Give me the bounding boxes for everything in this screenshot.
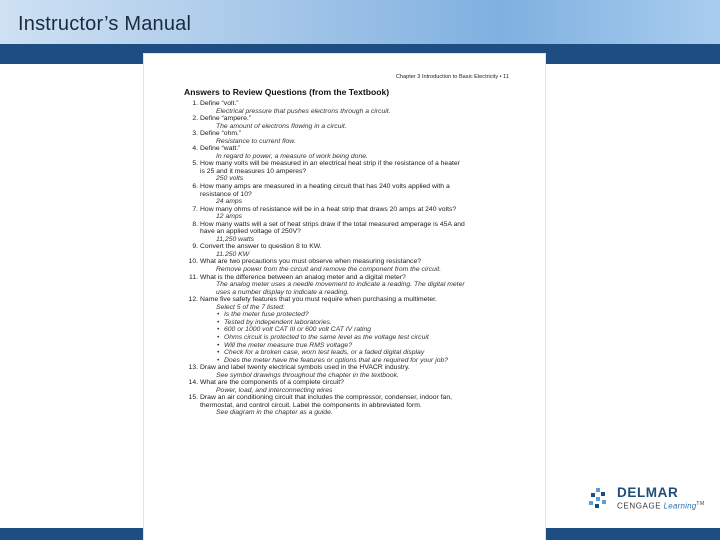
header-banner [0,0,720,44]
answer-text: See diagram in the chapter as a guide. [216,409,333,417]
question-line [184,115,514,123]
logo-sub: CENGAGE Learning™ [617,501,705,511]
document-page [144,54,545,540]
question-text: How many ohms of resistance will be in a heat strip that draws 20 amps at 240 volts? [200,205,457,213]
question-number: 3. [192,130,198,138]
question-number: 12. [188,296,198,304]
answer-bullet: • Check for a broken case, worn test leads, or a faded digital display [184,349,514,357]
answer-text: Resistance to current flow. [216,137,296,145]
answer-bullet: • 600 or 1000 volt CAT III or 600 volt CAT IV rating [184,326,514,334]
question-number: 13. [188,364,198,372]
question-text: resistance of 10? [200,190,252,198]
question-text: Define “ampere.” [200,115,251,123]
question-number: 5. [192,160,198,168]
question-line [184,206,514,214]
delmar-cengage-logo [587,485,717,513]
question-text: Draw and label twenty electrical symbols used in the HVACR industry. [200,364,410,372]
question-text: Define “ohm.” [200,130,242,138]
right-margin [545,64,720,540]
left-margin [0,64,144,540]
running-head: Chapter 3 Introduction to Basic Electricity • 11 [395,74,509,80]
answer-text: The amount of electrons flowing in a circuit. [216,122,347,130]
answer-text: In regard to power, a measure of work being done. [216,152,368,160]
question-number: 6. [192,183,198,191]
answer-text: Electrical pressure that pushes electrons through a circuit. [216,107,391,115]
review-questions-list [184,100,514,417]
question-line [184,379,514,387]
question-line [184,402,514,410]
delmar-logo-icon [587,487,609,509]
question-line [184,130,514,138]
answer-text: The analog meter uses a needle movement to indicate a reading. The digital meter [216,281,465,289]
answer-text: 12 amps [216,213,243,221]
question-number: 9. [192,243,198,251]
question-line [184,243,514,251]
answer-bullet: • Is the meter fuse protected? [184,311,514,319]
banner-title: Instructor’s Manual [18,13,192,35]
question-line [184,274,514,282]
question-text: How many amps are measured in a heating circuit that has 240 volts applied with a [200,183,450,191]
question-text: How many volts will be measured in an electrical heat strip if the resistance of a heater [200,160,460,168]
question-line [184,100,514,108]
answer-bullet: • Ohms circuit is protected to the same level as the voltage test circuit [184,334,514,342]
answer-text: uses a number display to indicate a reading. [216,288,349,296]
answer-text: 11.250 KW [216,250,250,258]
question-text: What are two precautions you must observe when measuring resistance? [200,258,422,266]
question-text: Define “volt.” [200,100,239,107]
question-number: 8. [192,220,198,228]
question-line [184,168,514,176]
question-number: 1. [192,100,198,107]
question-number: 2. [192,115,198,123]
question-text: Convert the answer to question 8 to KW. [200,243,322,251]
question-line [184,296,514,304]
question-text: have an applied voltage of 250V? [200,228,301,236]
question-text: How many watts will a set of heat strips draw if the total measured amperage is 45A and [200,220,465,228]
answer-text: 250 volts [216,175,244,183]
answer-bullet: • Does the meter have the features or options that are required for your job? [184,357,514,365]
question-text: is 25 and it measures 10 amperes? [200,167,307,175]
section-title: Answers to Review Questions (from the Textbook) [184,87,390,97]
question-text: Name five safety features that you must require when purchasing a multimeter. [200,296,437,304]
logo-brand: DELMAR [617,485,679,500]
question-number: 4. [192,145,198,153]
answer-text: Remove power from the circuit and remove the component from the circuit. [216,266,442,274]
answer-text: 24 amps [216,198,243,206]
question-line [184,145,514,153]
answer-bullet: • Tested by independent laboratories. [184,319,514,327]
question-text: thermostat, and control circuit. Label the components in abbreviated form. [200,401,422,409]
answer-text: Power, load, and interconnecting wires [216,386,333,394]
question-text: What is the difference between an analog meter and a digital meter? [200,273,406,281]
question-line [184,228,514,236]
question-line [184,258,514,266]
question-line [184,191,514,199]
answer-text: See symbol drawings throughout the chapter in the textbook. [216,371,399,379]
question-line [184,221,514,229]
question-number: 7. [192,205,198,213]
question-number: 15. [188,394,198,402]
answer-text: 11,250 watts [216,235,255,243]
answer-text: Select 5 of the 7 listed: [216,303,285,311]
question-line [184,183,514,191]
answer-bullet: • Will the meter measure true RMS voltage? [184,342,514,350]
question-text: Define “watt.” [200,145,241,153]
question-text: Draw an air conditioning circuit that includes the compressor, condenser, indoor fan, [200,394,452,402]
question-number: 10. [188,258,198,266]
question-number: 14. [188,379,198,387]
question-number: 11. [189,273,198,281]
question-text: What are the components of a complete circuit? [200,379,344,387]
question-line [184,394,514,402]
question-line [184,160,514,168]
question-line [184,364,514,372]
